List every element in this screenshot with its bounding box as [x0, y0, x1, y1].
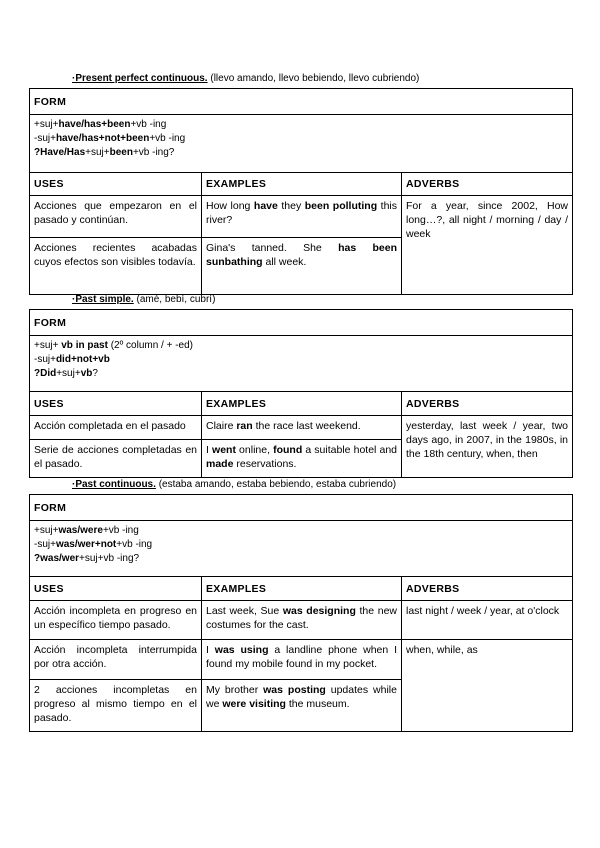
- form-label: FORM: [30, 89, 573, 115]
- use-cell: Acciones que empezaron en el pasado y continúan.: [30, 196, 202, 238]
- adverbs-cell: yesterday, last week / year, two days ago, in 2007, in the 1980s, in the 18th century, when, then: [402, 416, 573, 478]
- text-run: +suj+: [34, 119, 59, 130]
- example-cell: [202, 416, 402, 440]
- examples-header: EXAMPLES: [202, 577, 402, 601]
- use-cell: Serie de acciones completadas en el pasado.: [30, 440, 202, 478]
- bold-text-run: ran: [236, 420, 253, 432]
- adverbs-header: ADVERBS: [402, 577, 573, 601]
- form-line-affirmative: [34, 524, 568, 538]
- section-subtitle: (estaba amando, estaba bebiendo, estaba cubriendo): [158, 479, 397, 490]
- bold-text-run: was designing: [282, 605, 356, 617]
- section-subtitle: (amé, bebí, cubrí): [136, 294, 216, 305]
- bold-text-run: was/were: [58, 525, 103, 536]
- section-heading-present-perfect-continuous: [72, 73, 419, 84]
- example-cell: [202, 640, 402, 680]
- example-cell: [202, 238, 402, 295]
- uses-header: USES: [30, 173, 202, 196]
- text-run: +suj+: [85, 147, 110, 158]
- example-cell: [202, 680, 402, 732]
- uses-header: USES: [30, 392, 202, 416]
- form-line-negative: [34, 353, 568, 367]
- text-run: online,: [235, 444, 274, 456]
- adverbs-header: ADVERBS: [402, 173, 573, 196]
- form-line-negative: [34, 538, 568, 552]
- text-run: this river?: [206, 200, 397, 226]
- section-heading-past-continuous: [72, 479, 396, 490]
- text-run: updates while we: [206, 684, 397, 710]
- use-cell: Acción incompleta en progreso en un específico tiempo pasado.: [30, 601, 202, 640]
- text-run: +suj+: [34, 525, 59, 536]
- text-run: Claire: [206, 420, 237, 432]
- bold-text-run: been polluting: [304, 200, 378, 212]
- adverbs-header: ADVERBS: [402, 392, 573, 416]
- bold-text-run: been: [109, 147, 133, 158]
- form-line-affirmative: [34, 118, 568, 132]
- bold-text-run: was posting: [263, 684, 326, 696]
- form-label: FORM: [30, 495, 573, 521]
- text-run: -suj+: [34, 133, 56, 144]
- section-subtitle: (llevo amando, llevo bebiendo, llevo cubriendo): [210, 73, 420, 84]
- adverbs-cell: last night / week / year, at o'clock: [402, 601, 573, 640]
- text-run: a suitable hotel and: [302, 444, 397, 456]
- text-run: I: [206, 644, 215, 656]
- bold-text-run: made: [206, 458, 234, 470]
- adverbs-cell: For a year, since 2002, How long…?, all night / morning / day / week: [402, 196, 573, 295]
- text-run: the race last weekend.: [252, 420, 361, 432]
- grammar-table-present-perfect-continuous: [29, 88, 573, 295]
- bold-text-run: were visiting: [222, 698, 286, 710]
- uses-header: USES: [30, 577, 202, 601]
- text-run: all week.: [262, 256, 307, 268]
- form-line-affirmative: [34, 339, 568, 353]
- form-cell: [30, 336, 573, 392]
- section-heading-past-simple: [72, 294, 215, 305]
- examples-header: EXAMPLES: [202, 173, 402, 196]
- text-run: +suj+: [56, 368, 81, 379]
- bold-text-run: vb: [80, 368, 93, 379]
- form-line-question: [34, 146, 568, 160]
- bold-text-run: has been sunbathing: [206, 242, 397, 268]
- text-run: I: [206, 444, 213, 456]
- text-run: a landline phone when I found my mobile found in my pocket.: [206, 644, 397, 670]
- text-run: they: [277, 200, 305, 212]
- form-cell: [30, 115, 573, 173]
- text-run: -suj+: [34, 354, 56, 365]
- text-run: +suj+: [34, 340, 62, 351]
- examples-header: EXAMPLES: [202, 392, 402, 416]
- bold-text-run: ?Did: [34, 368, 57, 379]
- text-run: How long: [206, 200, 254, 212]
- bold-text-run: did+not+vb: [55, 354, 110, 365]
- example-cell: [202, 196, 402, 238]
- example-cell: [202, 440, 402, 478]
- grammar-table-past-continuous: [29, 494, 573, 732]
- bold-text-run: have: [253, 200, 278, 212]
- text-run: My brother: [206, 684, 264, 696]
- use-cell: Acción completada en el pasado: [30, 416, 202, 440]
- section-title: ·Past simple.: [72, 294, 134, 305]
- text-run: reservations.: [233, 458, 297, 470]
- text-run: +vb -ing: [149, 133, 186, 144]
- text-run: the museum.: [285, 698, 350, 710]
- adverbs-cell: when, while, as: [402, 640, 573, 732]
- form-label: FORM: [30, 310, 573, 336]
- section-title: ·Past continuous.: [72, 479, 156, 490]
- bold-text-run: vb in past: [61, 340, 108, 351]
- bold-text-run: was using: [214, 644, 269, 656]
- text-run: -suj+: [34, 539, 56, 550]
- section-title: ·Present perfect continuous.: [72, 73, 208, 84]
- use-cell: Acción incompleta interrumpida por otra acción.: [30, 640, 202, 680]
- example-cell: [202, 601, 402, 640]
- text-run: the new costumes for the cast.: [206, 605, 397, 631]
- bold-text-run: went: [212, 444, 236, 456]
- bold-text-run: was/wer+not: [55, 539, 117, 550]
- text-run: Gina's tanned. She: [206, 242, 339, 254]
- text-run: (2º column / + -ed): [107, 340, 194, 351]
- text-run: ?: [92, 368, 98, 379]
- text-run: +suj+vb -ing?: [79, 553, 140, 564]
- text-run: Last week, Sue: [206, 605, 283, 617]
- text-run: +vb -ing?: [132, 147, 175, 158]
- form-line-question: [34, 367, 568, 381]
- text-run: +vb -ing: [116, 539, 153, 550]
- grammar-table-past-simple: [29, 309, 573, 478]
- use-cell: 2 acciones incompletas en progreso al mismo tiempo en el pasado.: [30, 680, 202, 732]
- bold-text-run: ?was/wer: [34, 553, 80, 564]
- text-run: +vb -ing: [102, 525, 139, 536]
- form-cell: [30, 521, 573, 577]
- bold-text-run: have/has+not+been: [55, 133, 150, 144]
- bold-text-run: ?Have/Has: [34, 147, 86, 158]
- bold-text-run: found: [273, 444, 303, 456]
- use-cell: Acciones recientes acabadas cuyos efectos son visibles todavía.: [30, 238, 202, 295]
- form-line-negative: [34, 132, 568, 146]
- bold-text-run: have/has+been: [58, 119, 131, 130]
- text-run: +vb -ing: [130, 119, 167, 130]
- form-line-question: [34, 552, 568, 566]
